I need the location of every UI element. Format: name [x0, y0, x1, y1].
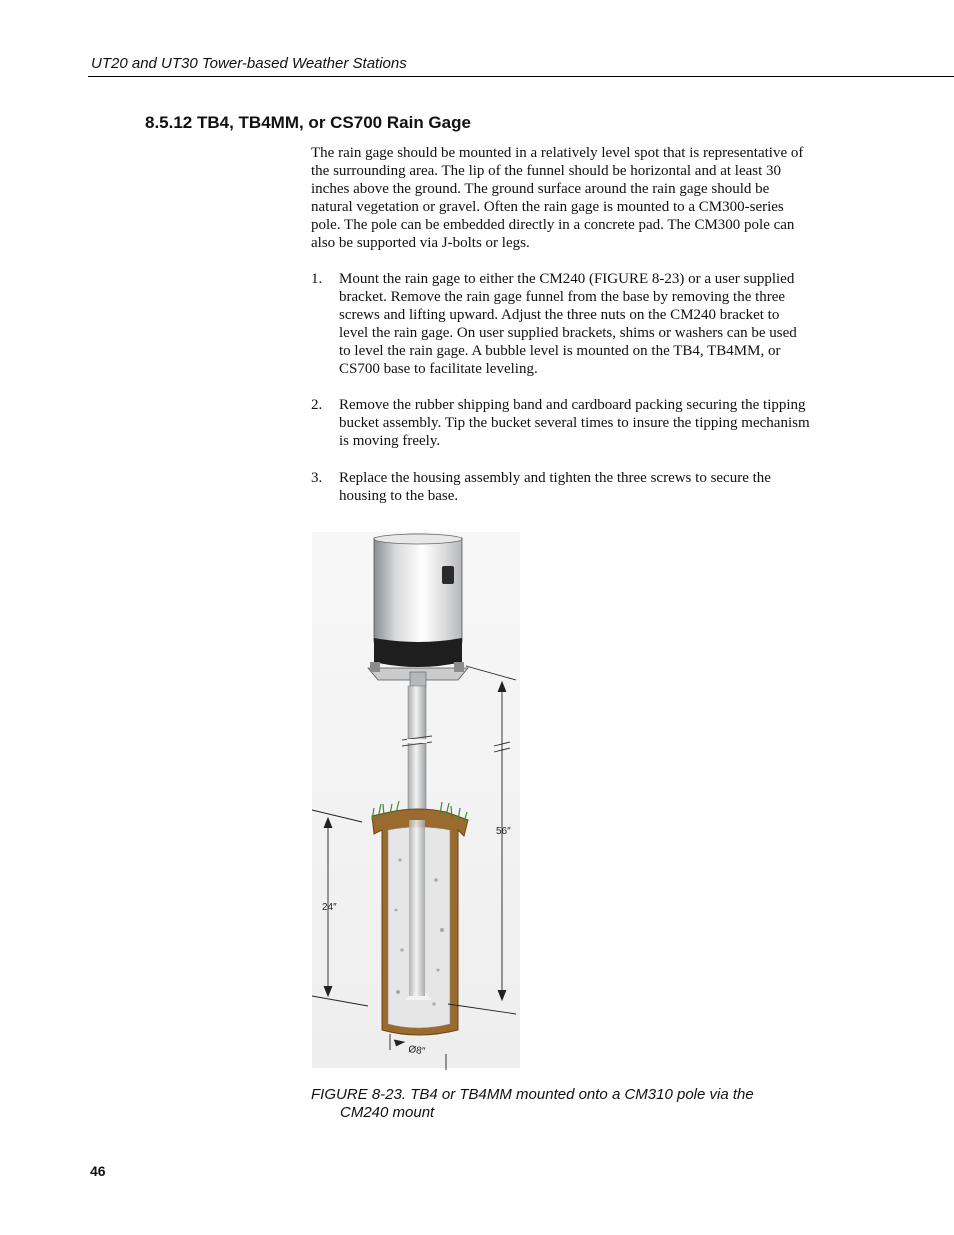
bubble-level-icon [442, 566, 454, 584]
dimension-label-24: 24″ [322, 902, 337, 913]
list-number: 2. [311, 397, 323, 413]
rain-gage-figure [308, 530, 528, 1070]
dimension-label-56: 56″ [496, 826, 511, 837]
list-text: Remove the rubber shipping band and cardboard packing securing the tipping bucket assembly. Tip the bucket several times to insure the tipping mechanism is moving freely. [339, 397, 810, 449]
list-number: 1. [311, 271, 323, 287]
section-title: 8.5.12 TB4, TB4MM, or CS700 Rain Gage [145, 113, 471, 132]
intro-paragraph: The rain gage should be mounted in a relatively level spot that is representative of the surrounding area. The lip of the funnel should be horizontal and at least 30 inches above the ground. The ground surface around the rain gage should be natural vegetation or gravel. Often the rain gage is mounted to a CM300-series pole. The pole can be embedded directly in a concrete pad. The CM300 pole can also be supported via J-bolts or legs. [311, 145, 804, 251]
rain-gage-housing [374, 534, 462, 667]
page-number: 46 [90, 1163, 106, 1179]
list-text: Replace the housing assembly and tighten the three screws to secure the housing to the base. [339, 470, 771, 504]
caption-line-2: CM240 mount [340, 1104, 435, 1121]
figure-caption [311, 1086, 831, 1122]
list-number: 3. [311, 470, 323, 486]
list-text: Mount the rain gage to either the CM240 (FIGURE 8-23) or a user supplied bracket. Remove the rain gage funnel from the base by removing the three screws and lifting upward. Adjust the three nuts on the CM240 bracket to level the rain gage. On user supplied brackets, shims or washers can be used to level the rain gage. A bubble level is mounted on the TB4, TB4MM, or CS700 base to facilitate leveling. [339, 271, 797, 377]
list-item [311, 396, 811, 450]
header-rule [88, 76, 954, 77]
dimension-label-diameter: Ø8″ [407, 1044, 426, 1058]
list-item [311, 270, 811, 378]
caption-line-1: FIGURE 8-23. TB4 or TB4MM mounted onto a CM310 pole via the [311, 1086, 754, 1103]
list-item [311, 469, 811, 505]
pole-embedded-section [409, 820, 425, 996]
running-header: UT20 and UT30 Tower-based Weather Stations [91, 55, 407, 72]
